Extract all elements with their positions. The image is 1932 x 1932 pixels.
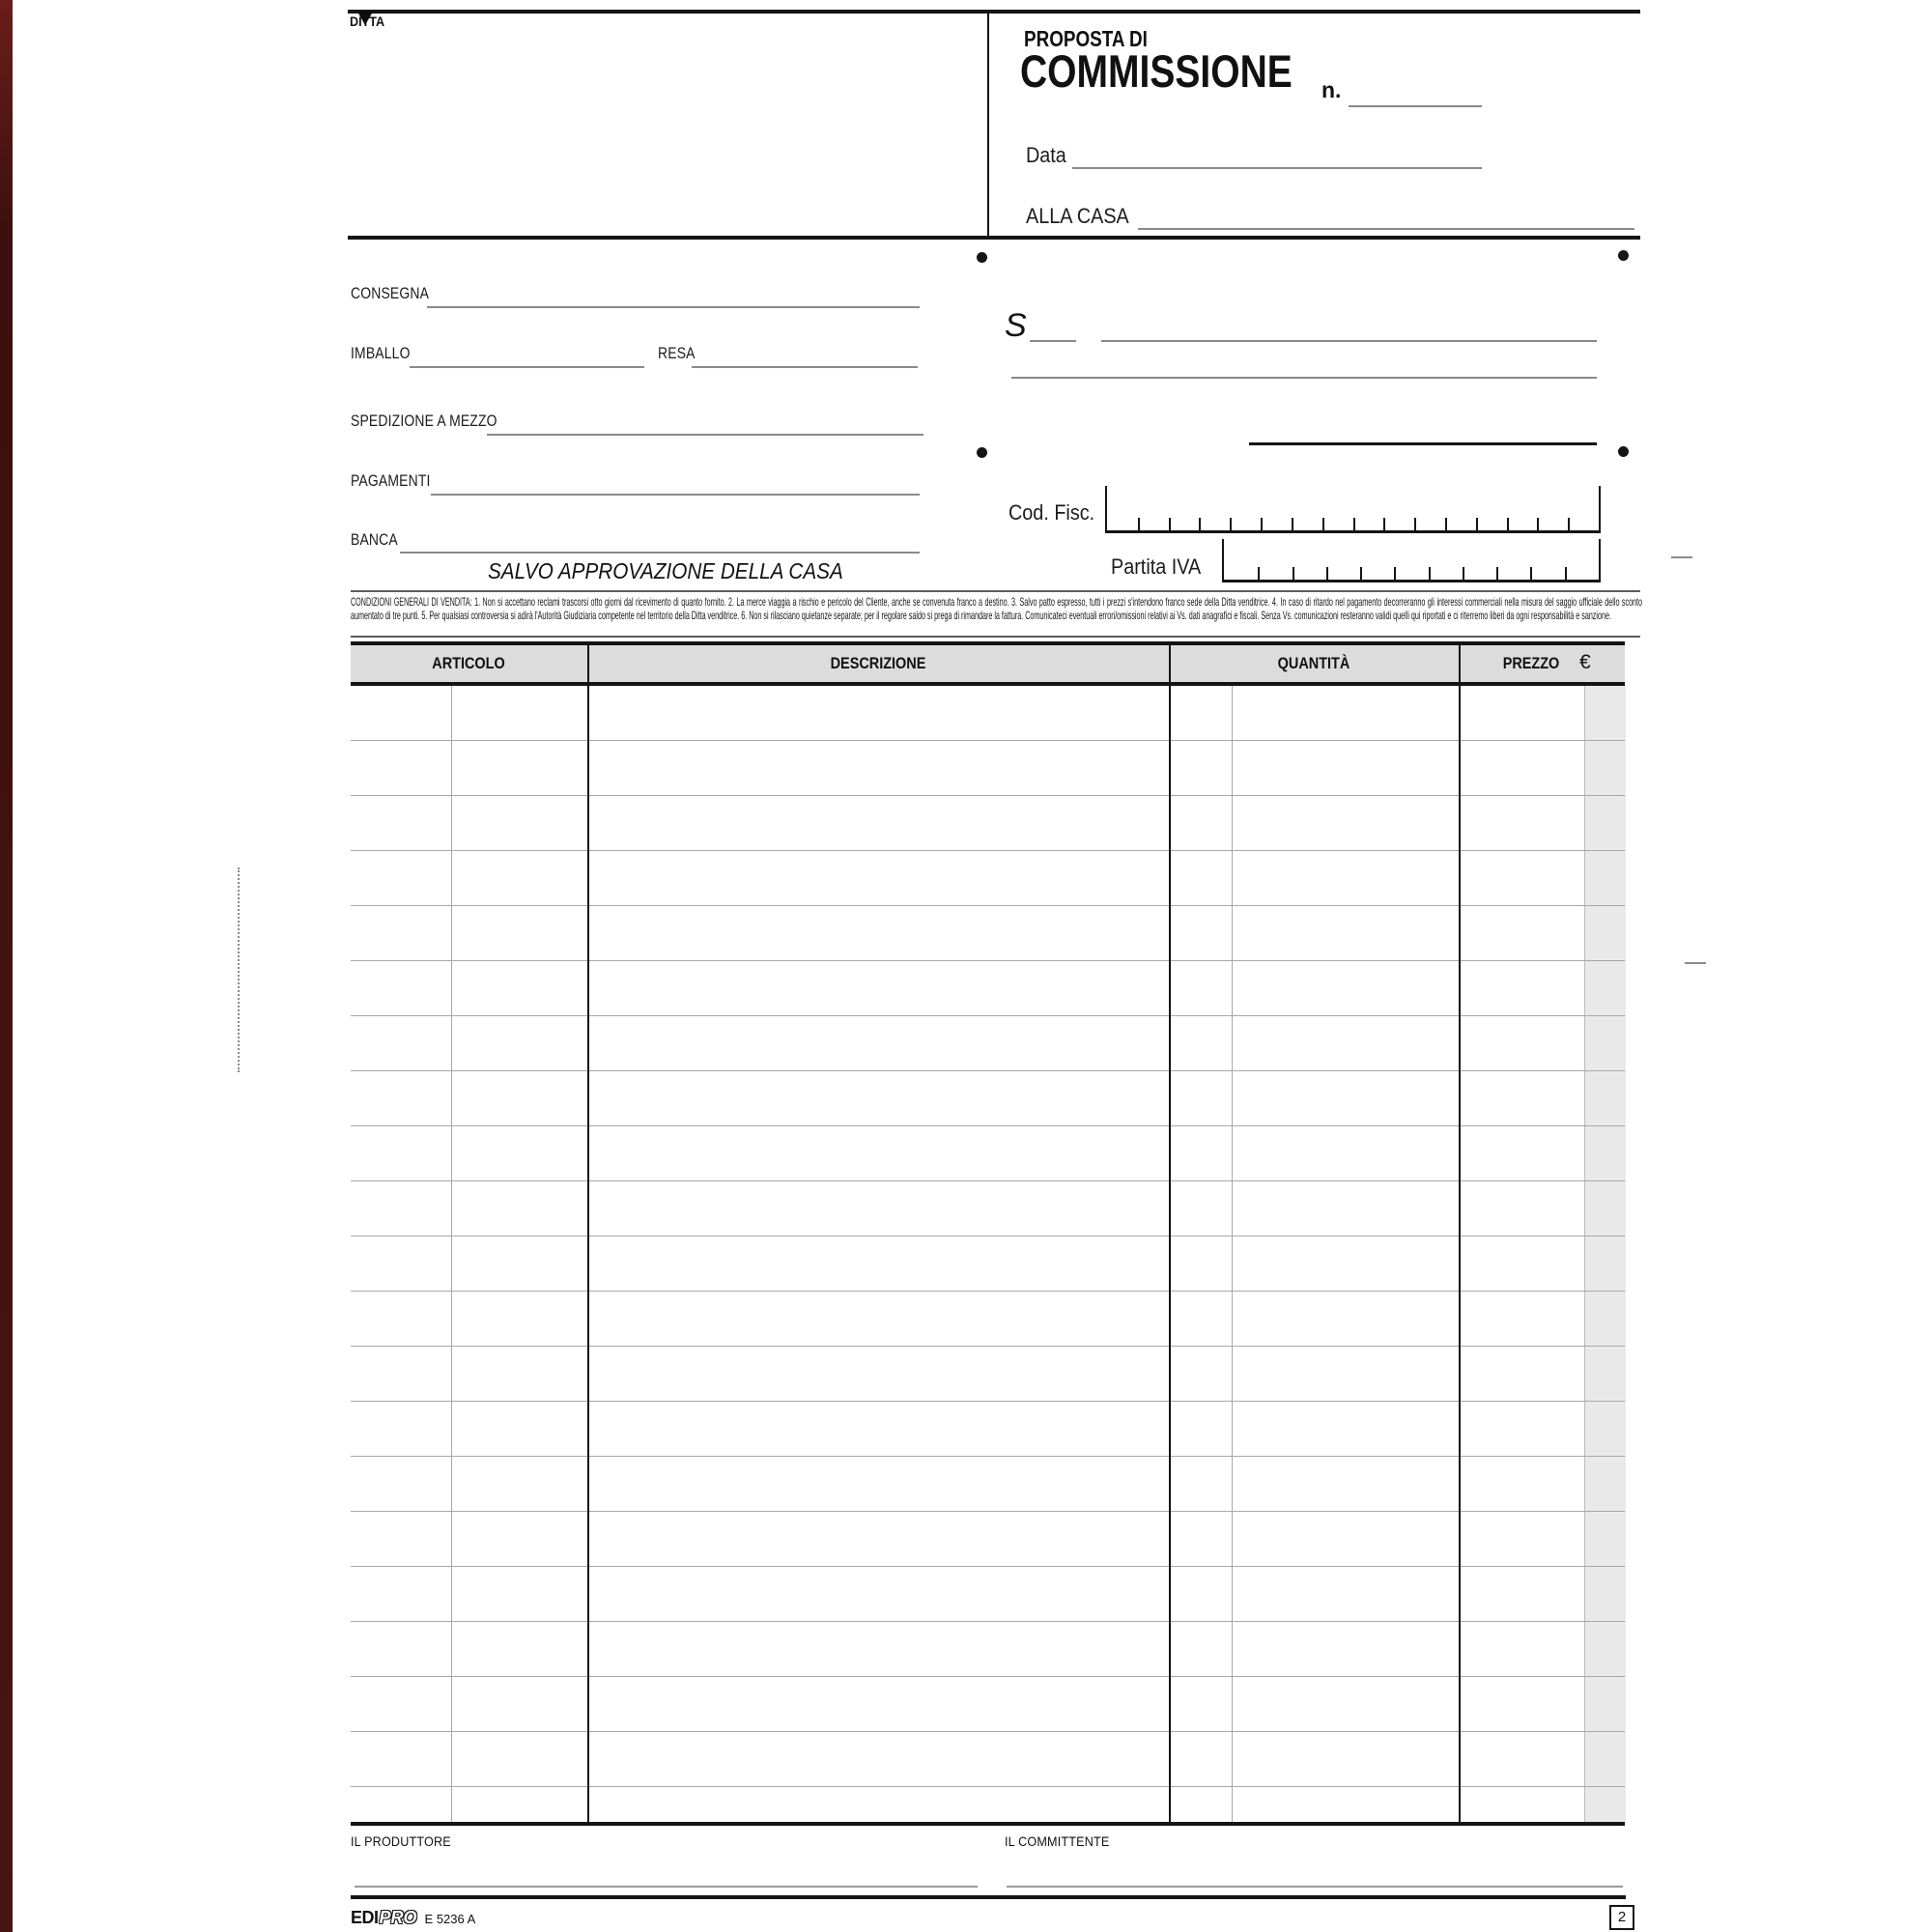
column-line — [1459, 686, 1461, 1822]
table-row[interactable] — [351, 1457, 1625, 1512]
consegna-line[interactable] — [427, 306, 920, 308]
short-heavy-line[interactable] — [1249, 442, 1597, 445]
comb-tick — [1429, 567, 1431, 580]
comb-tick — [1230, 518, 1232, 530]
comb-tick — [1258, 567, 1260, 580]
table-bottom-rule — [351, 1822, 1625, 1826]
table-row[interactable] — [351, 1071, 1625, 1126]
conditions-top-rule — [351, 590, 1640, 592]
comb-tick — [1530, 567, 1532, 580]
number-label: n. — [1321, 77, 1342, 102]
table-row[interactable] — [351, 1512, 1625, 1567]
table-row[interactable] — [351, 1347, 1625, 1402]
comb-tick — [1394, 567, 1396, 580]
header-separator — [1459, 645, 1461, 682]
comb-tick — [1383, 518, 1385, 530]
cod-fisc-field[interactable] — [1105, 486, 1601, 533]
comb-tick — [1414, 518, 1416, 530]
table-row[interactable] — [351, 796, 1625, 851]
col-header-articolo: ARTICOLO — [432, 654, 505, 672]
banca-label: BANCA — [351, 530, 398, 549]
comb-tick — [1322, 518, 1324, 530]
table-row[interactable] — [351, 1732, 1625, 1787]
comb-tick — [1169, 518, 1171, 530]
table-header — [351, 641, 1625, 686]
crop-mark — [1685, 962, 1706, 964]
table-row[interactable] — [351, 851, 1625, 906]
s-label: S — [1005, 307, 1027, 344]
approval-note: SALVO APPROVAZIONE DELLA CASA — [488, 558, 843, 583]
comb-tick — [1360, 567, 1362, 580]
s-line-long[interactable] — [1101, 340, 1597, 342]
alla-casa-label: ALLA CASA — [1026, 204, 1129, 228]
spedizione-label: SPEDIZIONE A MEZZO — [351, 412, 497, 430]
ditta-label: DITTA — [350, 14, 385, 29]
registration-dot — [977, 252, 987, 263]
column-line — [1232, 686, 1233, 1822]
brand-logo — [351, 1908, 475, 1928]
spedizione-line[interactable] — [487, 434, 923, 436]
header-separator — [587, 645, 589, 682]
header-divider — [987, 10, 989, 239]
col-header-descrizione: DESCRIZIONE — [830, 654, 926, 672]
registration-mark-icon — [357, 12, 373, 25]
comb-tick — [1507, 518, 1509, 530]
table-row[interactable] — [351, 1567, 1625, 1622]
table-body — [351, 686, 1625, 1822]
comb-tick — [1261, 518, 1263, 530]
brand-pro-text: PRO — [379, 1908, 417, 1927]
committente-signature-label: IL COMMITTENTE — [1005, 1833, 1110, 1849]
binding-strip — [0, 0, 13, 1932]
euro-symbol: € — [1579, 651, 1591, 673]
committente-signature-line[interactable] — [1007, 1886, 1623, 1888]
consegna-label: CONSEGNA — [351, 284, 430, 302]
banca-line[interactable] — [400, 552, 920, 554]
conditions-bottom-rule — [351, 636, 1640, 638]
alla-casa-line[interactable] — [1138, 228, 1634, 230]
imballo-label: IMBALLO — [351, 344, 411, 362]
table-row[interactable] — [351, 1622, 1625, 1677]
table-row[interactable] — [351, 1016, 1625, 1071]
table-row[interactable] — [351, 1677, 1625, 1732]
comb-tick — [1476, 518, 1478, 530]
product-code: E 5236 A — [424, 1912, 476, 1926]
imballo-line[interactable] — [410, 366, 644, 368]
registration-dot — [977, 447, 987, 458]
date-label: Data — [1026, 143, 1066, 167]
comb-tick — [1353, 518, 1355, 530]
brand-edi-text: EDI — [351, 1908, 379, 1927]
table-row[interactable] — [351, 686, 1625, 741]
resa-line[interactable] — [692, 366, 918, 368]
header-separator — [1169, 645, 1171, 682]
table-row[interactable] — [351, 1402, 1625, 1457]
registration-dot — [1618, 250, 1629, 261]
top-rule — [348, 10, 1640, 14]
perforation-line — [238, 867, 240, 1072]
pagamenti-label: PAGAMENTI — [351, 471, 431, 490]
cod-fisc-label: Cod. Fisc. — [1009, 500, 1095, 525]
pagamenti-line[interactable] — [431, 494, 920, 496]
resa-label: RESA — [658, 344, 696, 362]
table-row[interactable] — [351, 961, 1625, 1016]
comb-tick — [1138, 518, 1140, 530]
comb-tick — [1463, 567, 1464, 580]
comb-tick — [1292, 518, 1293, 530]
comb-tick — [1445, 518, 1447, 530]
table-row[interactable] — [351, 741, 1625, 796]
table-row[interactable] — [351, 1126, 1625, 1181]
number-line[interactable] — [1349, 105, 1482, 107]
partita-iva-field[interactable] — [1222, 539, 1601, 582]
footer-rule — [351, 1895, 1626, 1899]
table-row[interactable] — [351, 1787, 1625, 1821]
date-line[interactable] — [1072, 167, 1482, 169]
column-line — [587, 686, 589, 1822]
col-header-quantita: QUANTITÀ — [1277, 654, 1350, 672]
comb-tick — [1565, 567, 1567, 580]
s-line-short[interactable] — [1030, 340, 1076, 342]
crop-mark — [1671, 556, 1692, 558]
section-rule — [348, 236, 1640, 240]
comb-tick — [1293, 567, 1294, 580]
conditions-text: CONDIZIONI GENERALI DI VENDITA: 1. Non si accettano reclami trascorsi otto giorni dal ricevimento di quanto fornito. 2. La merce viaggia a rischio e pericolo del Cliente, anche se convenuta franco a destino. 3. Salvo patto espresso, tutti i prezzi s'intendono franco sede della Ditta venditrice. 4. In caso di ritardo nel pagamento decorreranno gli interessi commerciali nella misura del saggio ufficiale dello sconto aumentato di tre punti. 5. Per qualsiasi controversia si adirà l'Autorità Giudiziaria competente nel territorio della Ditta venditrice. 6. Non si rilasciano quietanze separate; per il regolare saldo si prega di rimandare la fattura. Comunicateci eventuali errori/omissioni relativi ai Vs. dati anagrafici e fiscali. Senza Vs. comunicazioni resteranno validi quelli qui riportati e ci riterremo liberi da ogni responsabilità e sanzione. — [351, 596, 1643, 622]
form-title-line2: COMMISSIONE — [1020, 45, 1293, 97]
address-line[interactable] — [1011, 377, 1597, 379]
table-row[interactable] — [351, 1236, 1625, 1292]
comb-tick — [1326, 567, 1328, 580]
column-line — [451, 686, 452, 1822]
table-row[interactable] — [351, 1292, 1625, 1347]
partita-iva-label: Partita IVA — [1111, 554, 1202, 579]
page-number-badge: 2 — [1609, 1905, 1634, 1930]
comb-tick — [1199, 518, 1201, 530]
comb-tick — [1496, 567, 1498, 580]
comb-tick — [1537, 518, 1539, 530]
registration-dot — [1618, 446, 1629, 457]
table-row[interactable] — [351, 906, 1625, 961]
column-line — [1169, 686, 1171, 1822]
col-header-prezzo: PREZZO — [1502, 654, 1560, 672]
table-row[interactable] — [351, 1181, 1625, 1236]
comb-tick — [1568, 518, 1570, 530]
producer-signature-line[interactable] — [355, 1886, 978, 1888]
form-title-line1: PROPOSTA DI — [1024, 26, 1148, 51]
producer-signature-label: IL PRODUTTORE — [351, 1833, 451, 1849]
